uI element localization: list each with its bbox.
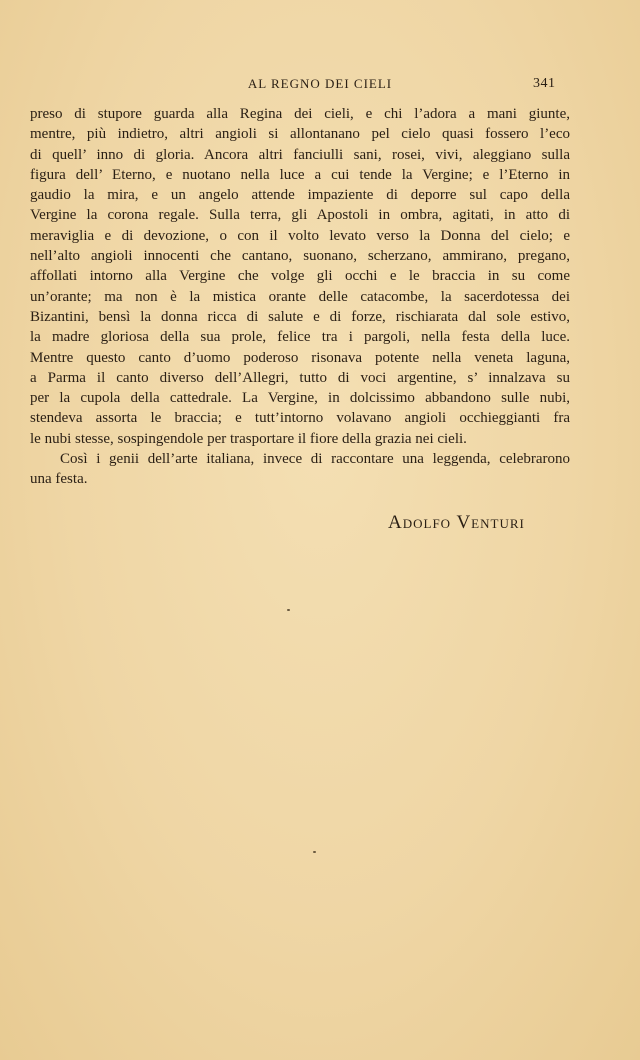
- body-text: [30, 104, 570, 490]
- running-title: AL REGNO DEI CIELI: [247, 76, 393, 91]
- text-line: Mentre questo canto d’uomo poderoso risonava potente nella veneta laguna,: [30, 349, 570, 366]
- author-signature: [388, 512, 525, 534]
- text-line: la madre gloriosa della sua prole, felice tra i pargoli, nella festa della luce.: [30, 329, 570, 346]
- paragraph-first-line: Così i genii dell’arte italiana, invece di raccontare una leggenda, celebrarono: [60, 451, 570, 468]
- text-line: Vergine la corona regale. Sulla terra, gli Apostoli in ombra, agitati, in atto di: [30, 207, 570, 224]
- text-line: stendeva assorta le braccia; e tutt’intorno volavano angioli occhieggianti fra: [30, 410, 570, 427]
- paper-speck: [287, 609, 290, 611]
- text-line: nell’alto angioli innocenti che cantano, suonano, scherzano, ammirano, pregano,: [30, 248, 570, 265]
- text-line: affollati intorno alla Vergine che volge gli occhi e le braccia in su come: [30, 268, 570, 285]
- text-line: per la cupola della cattedrale. La Vergine, in dolcissimo abbandono sulle nubi,: [30, 390, 570, 407]
- text-line: una festa.: [30, 471, 88, 488]
- text-line: gaudio la mira, e un angelo attende impaziente di deporre sul capo della: [30, 187, 570, 204]
- page-number: 341: [533, 76, 556, 91]
- text-line: mentre, più indietro, altri angioli si allontanano pel cielo quasi fossero l’eco: [30, 126, 570, 143]
- text-line: di quell’ inno di gloria. Ancora altri fanciulli sani, rosei, vivi, aleggiano sulla: [30, 146, 570, 163]
- text-line: un’orante; ma non è la mistica orante delle catacombe, la sacerdotessa dei: [30, 288, 570, 305]
- text-line: meraviglia e di devozione, o con il volto levato verso la Donna del cielo; e: [30, 227, 570, 244]
- text-line: preso di stupore guarda alla Regina dei cieli, e chi l’adora a mani giunte,: [30, 106, 570, 122]
- signature-text: Adolfo Venturi: [388, 512, 525, 533]
- text-line: le nubi stesse, sospingendole per trasportare il fiore della grazia nei cieli.: [30, 430, 467, 447]
- text-line: Bizantini, bensì la donna ricca di salute e di forze, rischiarata dal sole estivo,: [30, 308, 570, 325]
- paper-speck: [313, 851, 316, 853]
- text-line: figura dell’ Eterno, e nuotano nella luce a cui tende la Vergine; e l’Eterno in: [30, 166, 570, 183]
- text-line: a Parma il canto diverso dell’Allegri, tutto di voci argentine, s’ innalzava su: [30, 369, 570, 386]
